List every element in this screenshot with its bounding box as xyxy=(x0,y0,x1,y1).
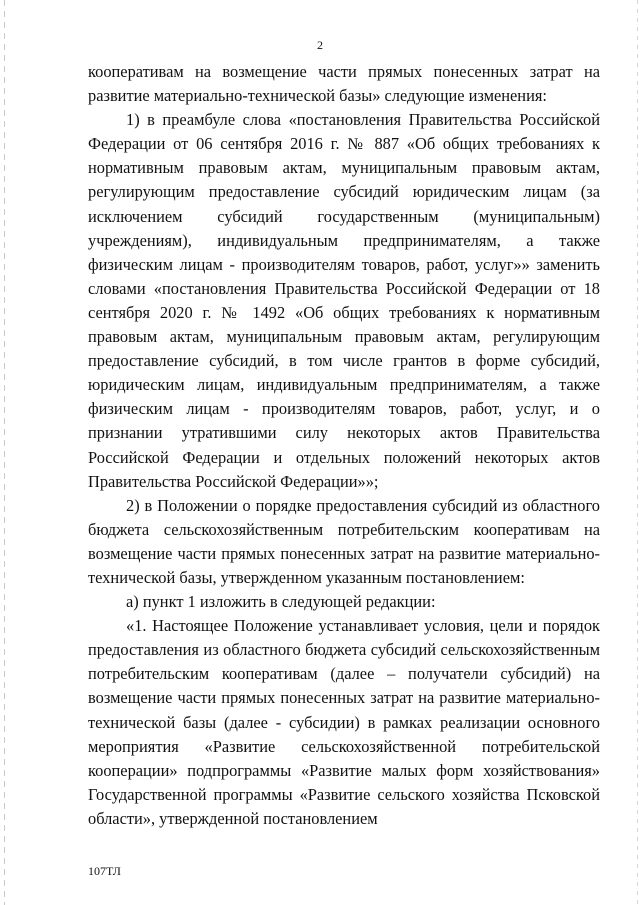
paragraph-subitem-a: а) пункт 1 изложить в следующей редакции: xyxy=(126,592,436,612)
scan-edge-left xyxy=(4,0,5,905)
document-code: 107ТЛ xyxy=(88,864,121,878)
paragraph-continuation: кооперативам на возмещение части прямых понесенных затрат на развитие материально-технической базы» следующие изменения: xyxy=(88,62,600,106)
paragraph-clause-1: «1. Настоящее Положение устанавливает условия, цели и порядок предоставления из областного бюджета субсидий сельскохозяйственным потребительским кооперативам (далее – получатели субсидий) на возмещение части прямых понесенных затрат на развитие материально-технической базы (далее - субсидии) в рамках реализации основного мероприятия «Развитие сельскохозяйственной потребительской кооперации» подпрограммы «Развитие малых форм хозяйствования» Государственной программы «Развитие сельского хозяйства Псковской области», утвержденной постановлением xyxy=(88,616,600,828)
page-number: 2 xyxy=(317,38,323,52)
paragraph-item-1: 1) в преамбуле слова «постановления Правительства Российской Федерации от 06 сентября 2016 г. № 887 «Об общих требованиях к нормативным правовым актам, муниципальным правовым актам, регулирующим предоставление субсидий юридическим лицам (за исключением субсидий государственным (муниципальным) учреждениям), индивидуальным предпринимателям, а также физическим лицам - производителям товаров, работ, услуг»» заменить словами «постановления Правительства Российской Федерации от 18 сентября 2020 г. № 1492 «Об общих требованиях к нормативным правовым актам, муниципальным правовым актам, регулирующим предоставление субсидий, в том числе грантов в форме субсидий, юридическим лицам, индивидуальным предпринимателям, а также физическим лицам - производителям товаров, работ, услуг, и о признании утратившими силу некоторых актов Правительства Российской Федерации и отдельных положений некоторых актов Правительства Российской Федерации»»; xyxy=(88,110,600,491)
scan-edge-right xyxy=(637,0,638,905)
paragraph-item-2: 2) в Положении о порядке предоставления субсидий из областного бюджета сельскохозяйственным потребительским кооперативам на возмещение части прямых понесенных затрат на развитие материально-технической базы, утвержденном указанным постановлением: xyxy=(88,495,600,587)
document-body xyxy=(88,60,600,831)
